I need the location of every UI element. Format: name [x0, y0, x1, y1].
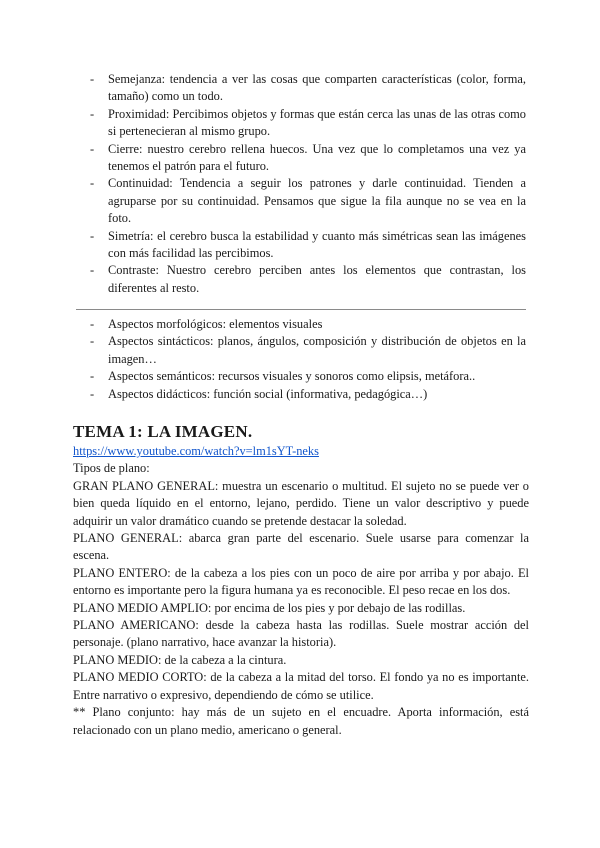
- list-item-text: Semejanza: tendencia a ver las cosas que comparten características (color, forma, tamaño) como un todo.: [108, 72, 526, 104]
- list-item: [0, 71, 600, 106]
- list-dash: -: [90, 176, 95, 191]
- list-dash: -: [90, 317, 95, 331]
- list-item: [0, 316, 600, 333]
- list-item: [0, 141, 600, 176]
- list-dash: -: [90, 386, 95, 401]
- list-item-text: Aspectos semánticos: recursos visuales y sonoros como elipsis, metáfora..: [108, 369, 476, 384]
- list-dash: -: [90, 106, 95, 121]
- list-dash: -: [90, 141, 95, 156]
- paragraph: PLANO MEDIO AMPLIO: por encima de los pies y por debajo de las rodillas.: [73, 600, 466, 615]
- list-item: [0, 368, 600, 385]
- list-item-text: Aspectos sintácticos: planos, ángulos, composición y distribución de objetos en la imagen…: [108, 334, 526, 366]
- gestalt-principles-list: [0, 71, 600, 297]
- list-item-text: Simetría: el cerebro busca la estabilidad y cuanto más simétricas sean las imágenes con más facilidad las percibimos.: [108, 228, 526, 261]
- horizontal-divider: [76, 309, 526, 310]
- list-dash: -: [90, 334, 95, 349]
- paragraph: PLANO GENERAL: abarca gran parte del escenario. Suele usarse para comenzar la escena.: [73, 531, 529, 563]
- list-item-text: Aspectos didácticos: función social (informativa, pedagógica…): [108, 386, 428, 401]
- section-title: TEMA 1: LA IMAGEN.: [73, 422, 253, 441]
- paragraph: PLANO ENTERO: de la cabeza a los pies con un poco de aire por arriba y por abajo. El entorno es importante pero la figura humana ya es reconocible. El peso recae en los dos.: [73, 565, 529, 598]
- list-item-text: Proximidad: Percibimos objetos y formas que están cerca las unas de las otras como si pertenecieran al mismo grupo.: [108, 106, 526, 139]
- section-tema-1: [73, 421, 529, 739]
- image-aspects-list: [0, 316, 600, 403]
- list-dash: -: [90, 72, 95, 86]
- list-item: [0, 228, 600, 263]
- list-item: [0, 386, 600, 403]
- youtube-link[interactable]: https://www.youtube.com/watch?v=lm1sYT-neks: [73, 444, 319, 458]
- list-item-text: Continuidad: Tendencia a seguir los patrones y darle continuidad. Tienden a agruparse por su continuidad. Pensamos que sigue la fila aunque no se vea en la foto.: [108, 176, 526, 226]
- list-item: [0, 106, 600, 141]
- paragraph: GRAN PLANO GENERAL: muestra un escenario o multitud. El sujeto no se puede ver o bien queda líquido en el entorno, lejano, perdido. Tiene un valor descriptivo y puede adquirir un valor dramático cuando se pretende destacar la soledad.: [73, 478, 529, 528]
- list-dash: -: [90, 228, 95, 243]
- list-item: [0, 333, 600, 368]
- list-dash: -: [90, 369, 95, 384]
- paragraph: ** Plano conjunto: hay más de un sujeto en el encuadre. Aporta información, está relacionado con un plano medio, americano o general.: [73, 705, 529, 737]
- paragraph: PLANO AMERICANO: desde la cabeza hasta las rodillas. Suele mostrar acción del personaje. (plano narrativo, hace avanzar la historia).: [73, 618, 529, 650]
- paragraph: PLANO MEDIO CORTO: de la cabeza a la mitad del torso. El fondo ya no es importante. Entre narrativo o expresivo, dependiendo de cómo se utilice.: [73, 670, 529, 702]
- list-item-text: Cierre: nuestro cerebro rellena huecos. Una vez que lo completamos una vez ya tenemos el patrón para el futuro.: [108, 141, 526, 174]
- section-subtitle: Tipos de plano:: [73, 461, 150, 476]
- list-item: [0, 175, 600, 227]
- list-item-text: Aspectos morfológicos: elementos visuales: [108, 317, 323, 331]
- paragraph: PLANO MEDIO: de la cabeza a la cintura.: [73, 652, 287, 667]
- list-dash: -: [90, 263, 95, 278]
- list-item-text: Contraste: Nuestro cerebro perciben antes los elementos que contrastan, los diferentes al resto.: [108, 263, 526, 295]
- list-item: [0, 262, 600, 297]
